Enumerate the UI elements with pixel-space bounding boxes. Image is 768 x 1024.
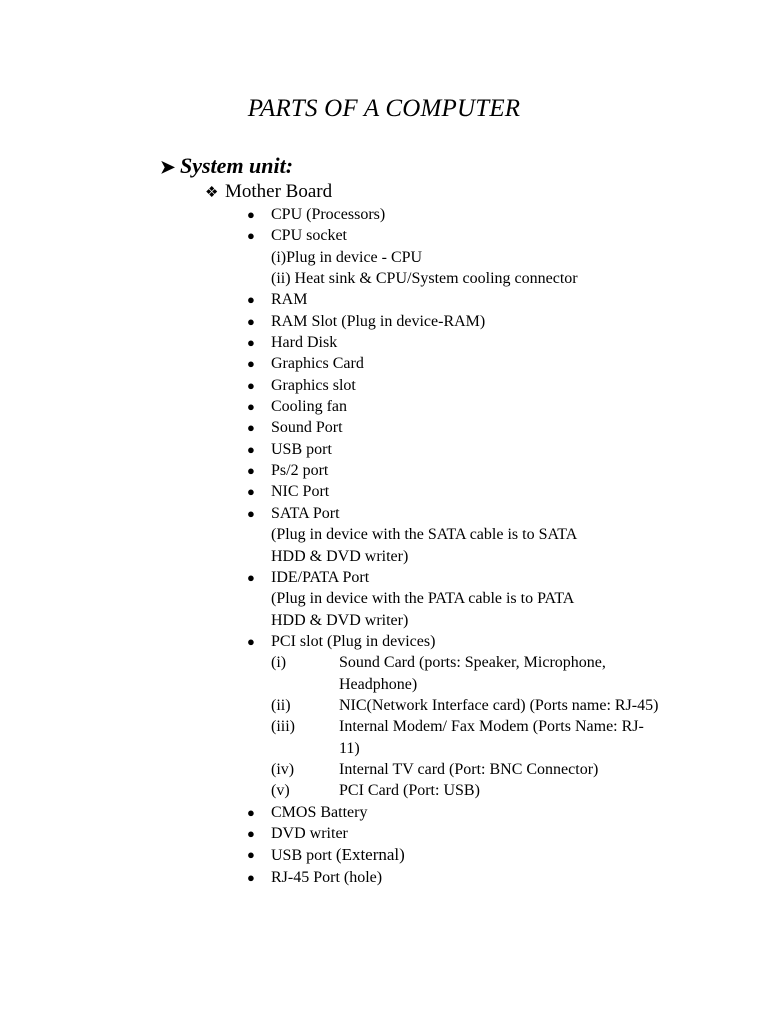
list-item <box>247 439 659 460</box>
pci-device-row <box>271 759 659 780</box>
list-item-text: Ps/2 port <box>271 462 329 480</box>
bullet-icon: ● <box>247 335 255 351</box>
arrow-bullet-icon: ➤ <box>160 157 176 177</box>
pci-device-text: Sound Card (ports: Speaker, Microphone, Headphone) <box>339 654 606 693</box>
list-item-text: CMOS Battery <box>271 803 368 821</box>
list-item-extra: (External) <box>335 845 405 865</box>
list-item <box>247 289 659 310</box>
list-item-subline: (Plug in device with the PATA cable is to PATA <box>271 590 575 608</box>
pci-device-text: NIC(Network Interface card) (Ports name: RJ-45) <box>339 696 659 714</box>
pci-device-text: PCI Card (Port: USB) <box>339 782 480 800</box>
list-item <box>247 481 659 502</box>
list-item-text: NIC Port <box>271 483 330 501</box>
list-item-subline: (Plug in device with the SATA cable is to SATA <box>271 526 578 544</box>
bullet-icon: ● <box>247 825 255 841</box>
section-heading <box>160 152 293 181</box>
list-item-text: Graphics slot <box>271 376 356 394</box>
subsection-heading <box>205 180 332 205</box>
bullet-icon: ● <box>247 505 255 521</box>
list-item-text: IDE/PATA Port <box>271 568 370 586</box>
list-item <box>247 375 659 396</box>
bullet-icon: ● <box>247 292 255 308</box>
list-item <box>247 311 659 332</box>
bullet-icon: ● <box>247 804 255 820</box>
bullet-icon: ● <box>247 420 255 436</box>
bullet-icon: ● <box>247 228 255 244</box>
list-item <box>247 460 659 481</box>
pci-device-row <box>271 695 659 716</box>
pci-device-number: (i) <box>271 654 287 672</box>
bullet-icon: ● <box>247 441 255 457</box>
list-item-text: CPU socket <box>271 227 347 245</box>
list-item-text: USB port <box>271 440 332 458</box>
subsection-heading-text: Mother Board <box>225 181 333 202</box>
list-item <box>247 225 659 289</box>
list-item-text: PCI slot (Plug in devices) <box>271 632 436 650</box>
component-list <box>247 204 659 888</box>
list-item <box>247 353 659 374</box>
list-item-text: Sound Port <box>271 419 343 437</box>
list-item-subline: HDD & DVD writer) <box>271 547 409 565</box>
bullet-icon: ● <box>247 356 255 372</box>
list-item <box>247 631 659 802</box>
list-item-subline: HDD & DVD writer) <box>271 611 409 629</box>
pci-device-row <box>271 716 659 759</box>
list-item <box>247 867 659 888</box>
pci-device-number: (iii) <box>271 718 295 736</box>
bullet-icon: ● <box>247 207 255 222</box>
list-item <box>247 802 659 823</box>
list-item <box>247 503 659 567</box>
page-title: PARTS OF A COMPUTER <box>247 95 521 122</box>
list-item <box>247 823 659 844</box>
pci-device-number: (iv) <box>271 760 295 778</box>
pci-device-row <box>271 780 659 801</box>
list-item-text: RAM Slot (Plug in device-RAM) <box>271 312 486 330</box>
pci-device-text: Internal Modem/ Fax Modem (Ports Name: RJ-11) <box>339 718 644 757</box>
bullet-icon: ● <box>247 633 255 649</box>
bullet-icon: ● <box>247 313 255 329</box>
list-item <box>247 332 659 353</box>
diamond-bullet-icon: ❖ <box>205 185 219 201</box>
list-item-text: RJ-45 Port (hole) <box>271 868 383 886</box>
list-item <box>247 204 659 225</box>
bullet-icon: ● <box>247 377 255 393</box>
bullet-icon: ● <box>247 463 255 479</box>
list-item-text: SATA Port <box>271 504 340 522</box>
bullet-icon: ● <box>247 847 255 863</box>
list-item <box>247 567 659 631</box>
list-item-text: DVD writer <box>271 824 348 842</box>
section-heading-text: System unit: <box>180 153 294 178</box>
list-item <box>247 844 659 866</box>
list-item <box>247 417 659 438</box>
pci-device-number: (v) <box>271 782 290 800</box>
bullet-icon: ● <box>247 869 255 885</box>
bullet-icon: ● <box>247 484 255 500</box>
list-item-text: Hard Disk <box>271 334 338 352</box>
list-item-text: Graphics Card <box>271 355 364 373</box>
list-item-text: Cooling fan <box>271 398 347 416</box>
pci-device-row <box>271 652 659 695</box>
pci-device-number: (ii) <box>271 696 291 714</box>
list-item-subline: (i)Plug in device - CPU <box>271 248 423 266</box>
bullet-icon: ● <box>247 399 255 415</box>
list-item-subline: (ii) Heat sink & CPU/System cooling connector <box>271 270 578 288</box>
list-item <box>247 396 659 417</box>
list-item-text: CPU (Processors) <box>271 206 386 223</box>
pci-device-text: Internal TV card (Port: BNC Connector) <box>339 760 599 778</box>
bullet-icon: ● <box>247 569 255 585</box>
list-item-text: USB port <box>271 847 336 865</box>
list-item-text: RAM <box>271 291 308 309</box>
